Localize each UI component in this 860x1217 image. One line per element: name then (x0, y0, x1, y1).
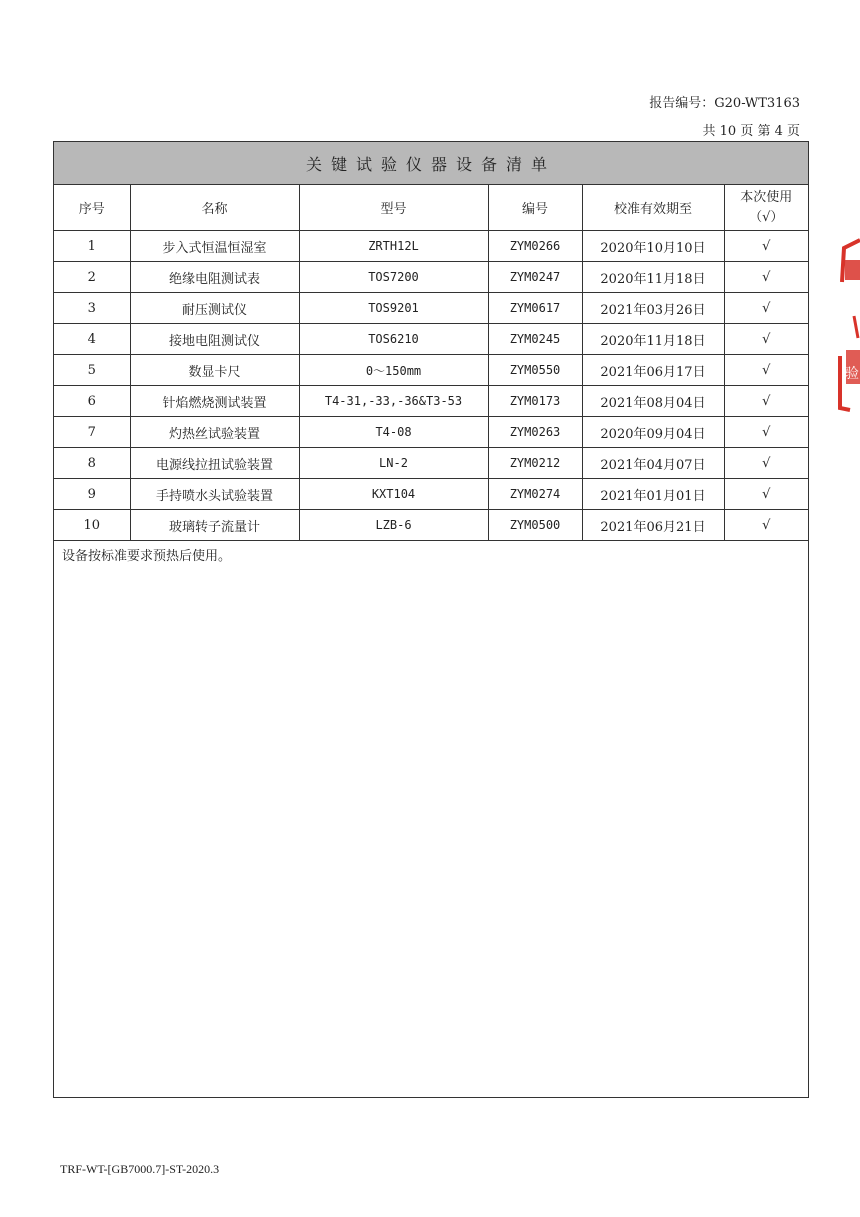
cell-calibration-date: 2020年11月18日 (582, 324, 724, 355)
cell-model: TOS9201 (299, 293, 488, 324)
cell-index: 8 (54, 448, 130, 479)
cell-index: 3 (54, 293, 130, 324)
cell-index: 6 (54, 386, 130, 417)
cell-calibration-date: 2021年01月01日 (582, 479, 724, 510)
cell-code: ZYM0617 (488, 293, 582, 324)
cell-model: T4-31,-33,-36&T3-53 (299, 386, 488, 417)
cell-index: 10 (54, 510, 130, 541)
cell-used-check: √ (724, 355, 808, 386)
form-code: TRF-WT-[GB7000.7]-ST-2020.3 (60, 1162, 220, 1176)
cell-calibration-date: 2021年06月17日 (582, 355, 724, 386)
cell-index: 2 (54, 262, 130, 293)
cell-code: ZYM0212 (488, 448, 582, 479)
cell-index: 9 (54, 479, 130, 510)
cell-model: 0～150mm (299, 355, 488, 386)
cell-calibration-date: 2020年11月18日 (582, 262, 724, 293)
cell-used-check: √ (724, 510, 808, 541)
cell-model: TOS7200 (299, 262, 488, 293)
cell-code: ZYM0274 (488, 479, 582, 510)
cell-name: 电源线拉扭试验装置 (130, 448, 299, 479)
col-header-code: 编号 (488, 185, 582, 231)
cell-index: 4 (54, 324, 130, 355)
table-title: 关键试验仪器设备清单 (54, 142, 808, 185)
table-row (54, 262, 808, 293)
cell-name: 接地电阻测试仪 (130, 324, 299, 355)
cell-code: ZYM0266 (488, 231, 582, 262)
cell-name: 数显卡尺 (130, 355, 299, 386)
cell-used-check: √ (724, 448, 808, 479)
cell-calibration-date: 2021年06月21日 (582, 510, 724, 541)
cell-used-check: √ (724, 293, 808, 324)
table-row (54, 479, 808, 510)
cell-name: 灼热丝试验装置 (130, 417, 299, 448)
table-row (54, 231, 808, 262)
col-header-name: 名称 (130, 185, 299, 231)
cell-code: ZYM0263 (488, 417, 582, 448)
cell-code: ZYM0173 (488, 386, 582, 417)
table-row (54, 293, 808, 324)
cell-calibration-date: 2020年09月04日 (582, 417, 724, 448)
page-count: 共 10 页 第 4 页 (702, 124, 800, 139)
svg-text:验: 验 (845, 366, 859, 382)
cell-model: ZRTH12L (299, 231, 488, 262)
cell-used-check: √ (724, 479, 808, 510)
usage-note: 设备按标准要求预热后使用。 (62, 549, 232, 564)
equipment-list-table (53, 141, 809, 1098)
cell-code: ZYM0247 (488, 262, 582, 293)
header-row (54, 185, 808, 231)
cell-index: 5 (54, 355, 130, 386)
table-row (54, 386, 808, 417)
report-number: 报告编号：G20-WT3163 (649, 96, 800, 111)
cell-name: 手持喷水头试验装置 (130, 479, 299, 510)
cell-model: KXT104 (299, 479, 488, 510)
cell-model: LN-2 (299, 448, 488, 479)
col-header-used: 本次使用 （√） (724, 185, 808, 231)
table-row (54, 417, 808, 448)
cell-name: 针焰燃烧测试装置 (130, 386, 299, 417)
cell-used-check: √ (724, 262, 808, 293)
cell-used-check: √ (724, 324, 808, 355)
cell-code: ZYM0500 (488, 510, 582, 541)
col-header-index: 序号 (54, 185, 130, 231)
cell-calibration-date: 2020年10月10日 (582, 231, 724, 262)
cell-name: 耐压测试仪 (130, 293, 299, 324)
cell-used-check: √ (724, 417, 808, 448)
cell-index: 7 (54, 417, 130, 448)
seal-stamp-edge (836, 238, 860, 416)
cell-used-check: √ (724, 386, 808, 417)
table-row (54, 448, 808, 479)
cell-model: TOS6210 (299, 324, 488, 355)
cell-calibration-date: 2021年08月04日 (582, 386, 724, 417)
cell-used-check: √ (724, 231, 808, 262)
cell-code: ZYM0245 (488, 324, 582, 355)
table-row (54, 355, 808, 386)
cell-name: 玻璃转子流量计 (130, 510, 299, 541)
table-row (54, 510, 808, 541)
cell-name: 步入式恒温恒湿室 (130, 231, 299, 262)
cell-model: T4-08 (299, 417, 488, 448)
cell-model: LZB-6 (299, 510, 488, 541)
col-header-calibration: 校准有效期至 (582, 185, 724, 231)
col-header-model: 型号 (299, 185, 488, 231)
equipment-table (54, 185, 808, 541)
cell-calibration-date: 2021年04月07日 (582, 448, 724, 479)
cell-calibration-date: 2021年03月26日 (582, 293, 724, 324)
cell-index: 1 (54, 231, 130, 262)
cell-name: 绝缘电阻测试表 (130, 262, 299, 293)
table-row (54, 324, 808, 355)
cell-code: ZYM0550 (488, 355, 582, 386)
